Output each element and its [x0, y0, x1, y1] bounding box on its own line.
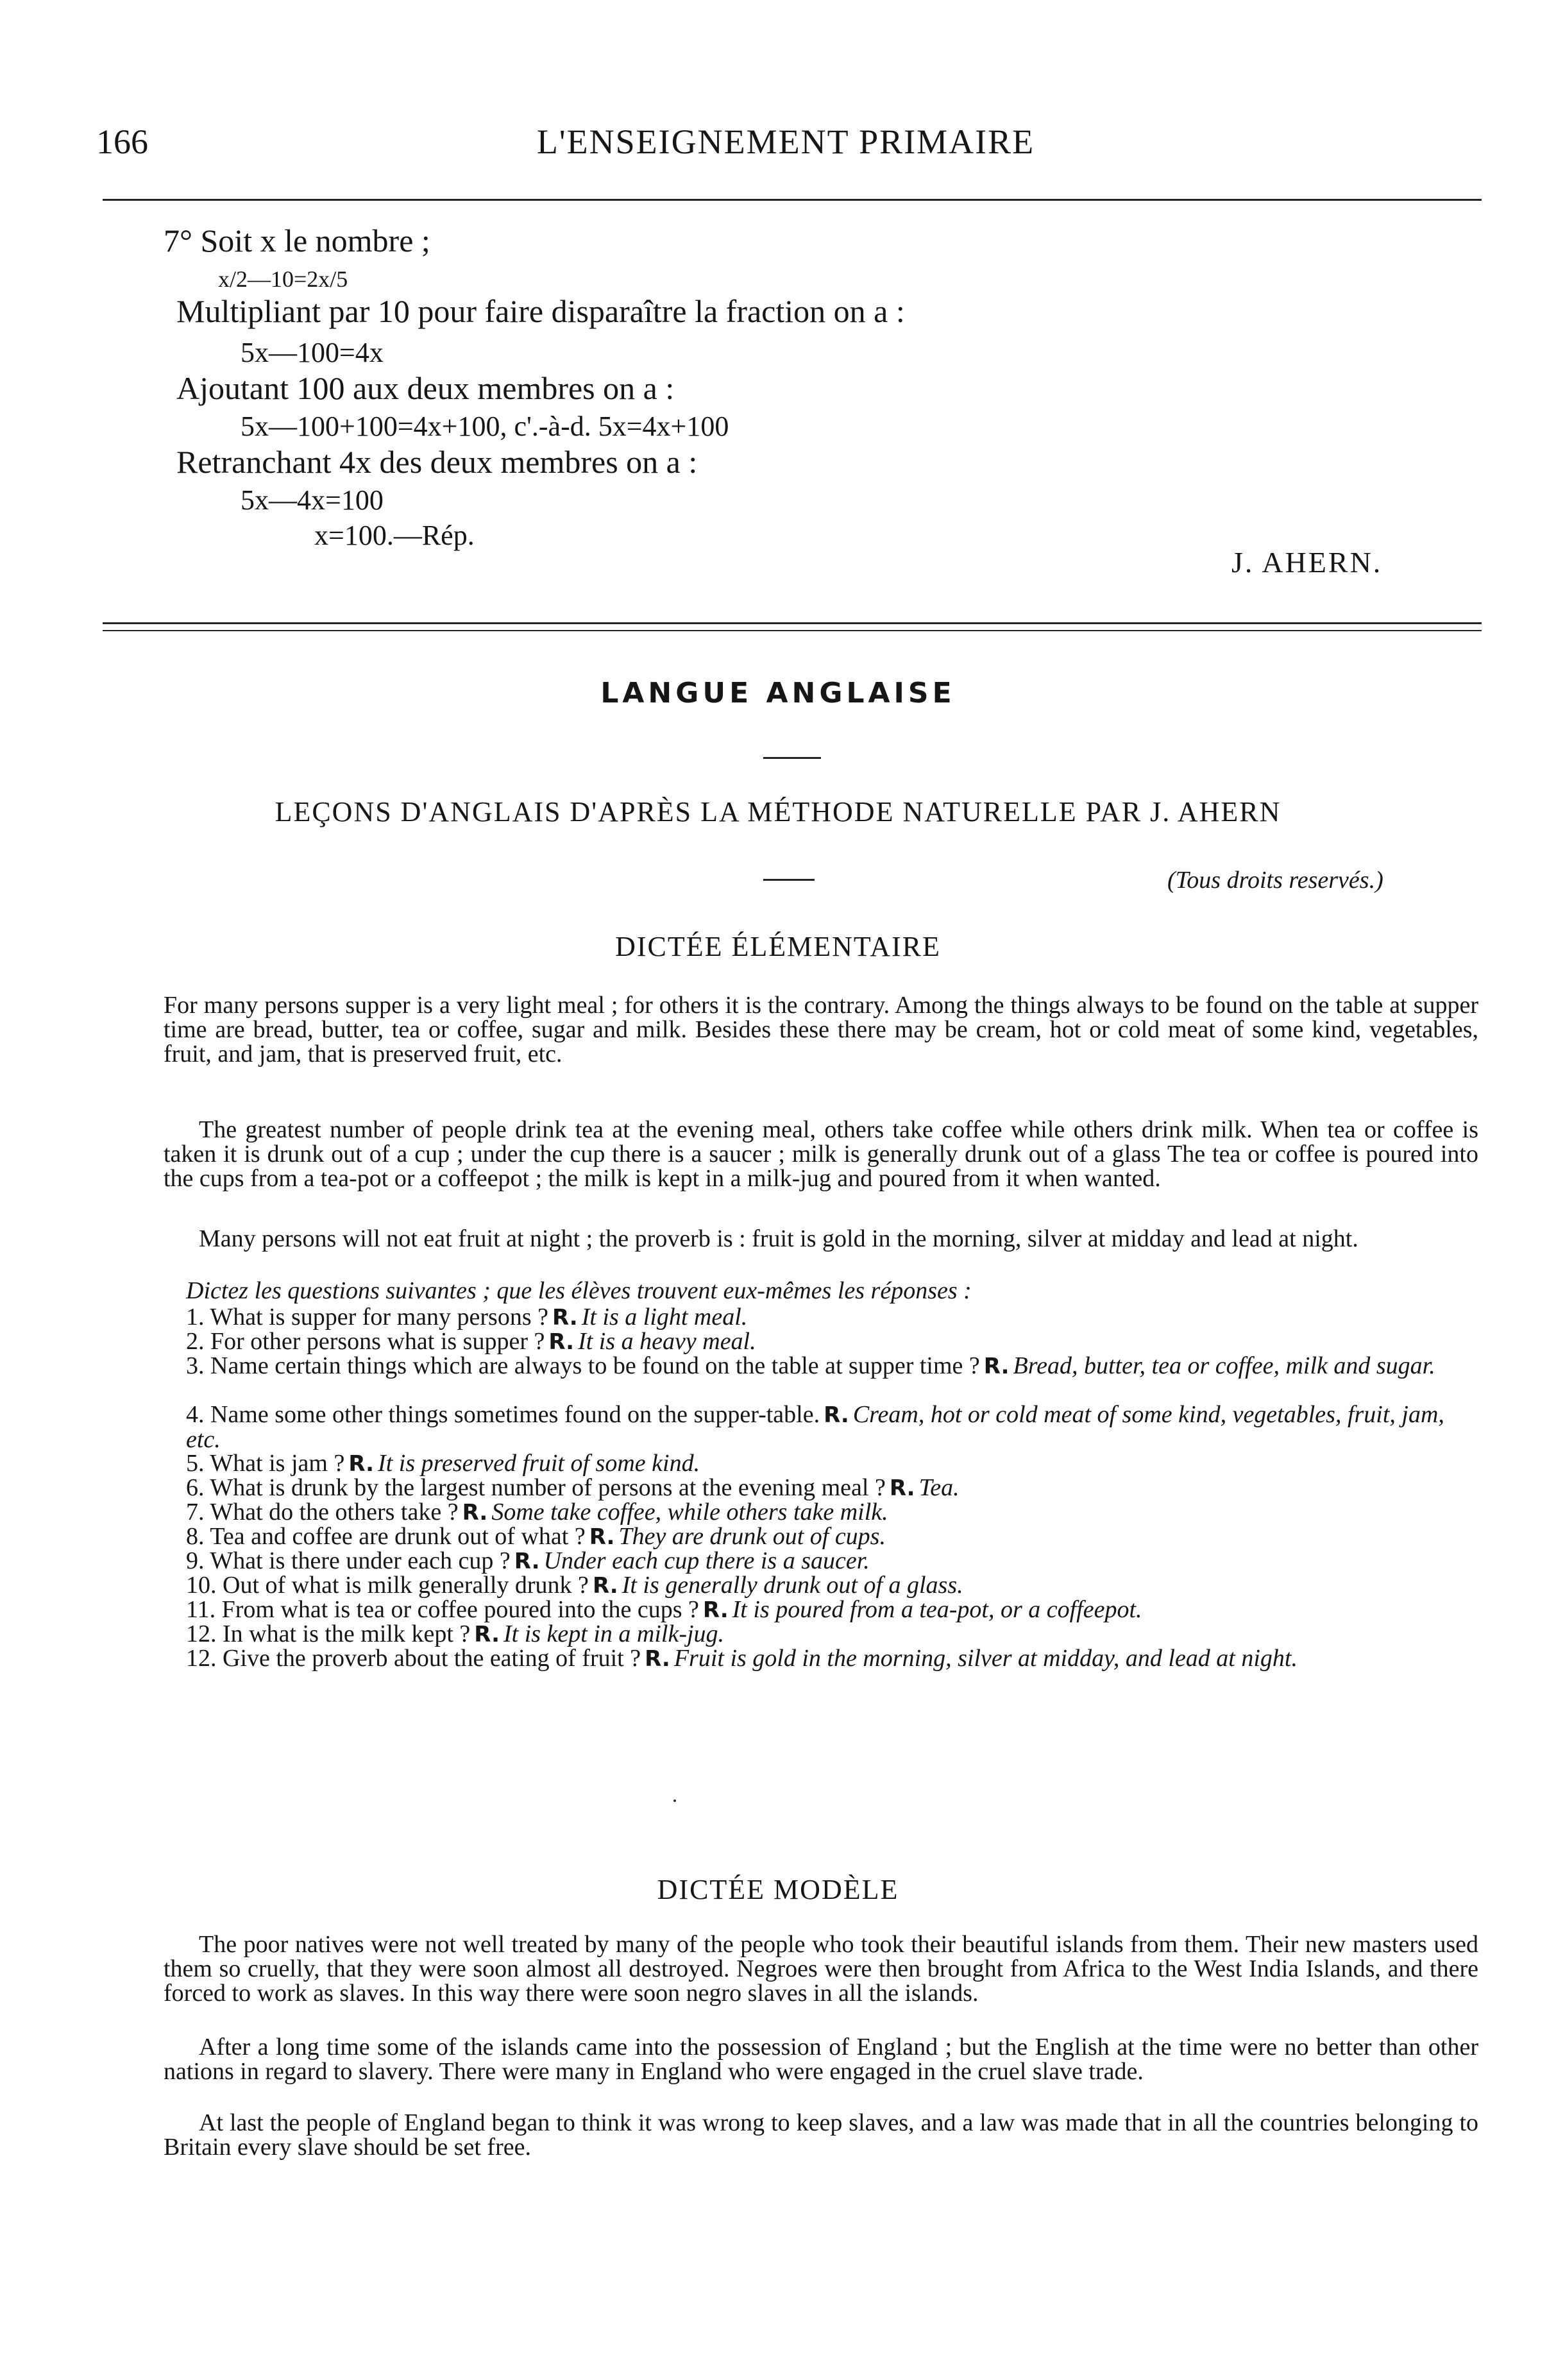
section-rule-top	[103, 622, 1482, 624]
paragraph	[164, 1932, 1478, 2005]
answer-marker: R.	[983, 1354, 1010, 1379]
question-item	[186, 1622, 1478, 1647]
solution-line: x=100.—Rép.	[314, 520, 475, 551]
author-signature: J. AHERN.	[1231, 546, 1383, 579]
answer-text: Bread, butter, tea or coffee, milk and sugar.	[1013, 1352, 1435, 1379]
question-number: 12.	[186, 1620, 217, 1647]
question-item	[186, 1354, 1478, 1379]
paragraph-text: For many persons supper is a very light meal ; for others it is the contrary. Among the things always to be found on the table at supper time are bread, butter, tea or coffee, sugar and milk. Besides these there may be cream, hot or cold meat of some kind, vegetables, fruit, and jam, that is preserved fruit, etc.	[164, 992, 1478, 1067]
solution-line: 5x—100+100=4x+100, c'.-à-d. 5x=4x+100	[241, 411, 729, 442]
question-number: 12.	[186, 1645, 217, 1672]
answer-marker: R.	[548, 1329, 575, 1355]
section-rule-bottom	[103, 630, 1482, 631]
answer-marker: R.	[552, 1305, 578, 1330]
question-item	[186, 1402, 1478, 1452]
separator-dot	[673, 1799, 676, 1802]
question-number: 10.	[186, 1572, 217, 1599]
question-item	[186, 1549, 1478, 1574]
answer-text: It is a light meal.	[581, 1304, 748, 1330]
question-item	[186, 1573, 1478, 1598]
question-text: Give the proverb about the eating of fruit ?	[223, 1645, 641, 1672]
answer-text: It is kept in a milk-jug.	[503, 1620, 725, 1647]
paragraph	[164, 2035, 1478, 2084]
question-text: Tea and coffee are drunk out of what ?	[210, 1523, 586, 1550]
paragraph-text: The poor natives were not well treated by many of the people who took their beautiful islands from them. Their new masters used them so cruelly, that they were soon almost all destroyed. Negroes were then brought from Africa to the West India Islands, and there forced to work as slaves. In this way there were soon negro slaves in all the islands.	[164, 1931, 1478, 2007]
solution-line: 7° Soit x le nombre ;	[164, 223, 430, 259]
answer-text: It is preserved fruit of some kind.	[378, 1450, 700, 1477]
question-number: 1.	[186, 1304, 205, 1330]
answer-marker: R.	[462, 1500, 488, 1526]
answer-text: Under each cup there is a saucer.	[543, 1547, 870, 1574]
paragraph-text: At last the people of England began to think it was wrong to keep slaves, and a law was made that in all the countries belonging to Britain every slave should be set free.	[164, 2109, 1478, 2161]
paragraph	[164, 993, 1478, 1066]
title-divider	[763, 757, 821, 759]
question-number: 9.	[186, 1547, 205, 1574]
running-title: L'ENSEIGNEMENT PRIMAIRE	[536, 123, 1035, 161]
answer-text: Some take coffee, while others take milk.	[491, 1499, 888, 1526]
answer-marker: R.	[645, 1646, 670, 1672]
question-text: From what is tea or coffee poured into the cups ?	[221, 1596, 699, 1623]
page-header	[96, 122, 1475, 173]
answer-text: Tea.	[918, 1474, 960, 1501]
answer-text: Fruit is gold in the morning, silver at midday, and lead at night.	[673, 1645, 1298, 1672]
question-text: Name certain things which are always to be found on the table at supper time ?	[210, 1352, 980, 1379]
question-item	[186, 1646, 1478, 1671]
page-number: 166	[96, 123, 148, 161]
question-number: 3.	[186, 1352, 205, 1379]
question-text: Out of what is milk generally drunk ?	[223, 1572, 589, 1599]
paragraph	[164, 1227, 1478, 1251]
lesson-title: LEÇONS D'ANGLAIS D'APRÈS LA MÉTHODE NATURELLE PAR J. AHERN	[275, 796, 1281, 828]
question-item	[186, 1475, 1478, 1500]
paragraph-text: After a long time some of the islands came into the possession of England ; but the English at the time were no better than other nations in regard to slavery. There were many in England who were engaged in the cruel slave trade.	[164, 2034, 1478, 2085]
answer-marker: R.	[592, 1573, 618, 1599]
answer-marker: R.	[514, 1549, 540, 1574]
answer-marker: R.	[889, 1475, 915, 1501]
paragraph	[164, 2111, 1478, 2159]
question-item	[186, 1524, 1478, 1549]
solution-line: x/2—10=2x/5	[218, 266, 348, 292]
solution-line: Retranchant 4x des deux membres on a :	[176, 444, 698, 480]
question-text: In what is the milk kept ?	[223, 1620, 471, 1647]
paragraph	[164, 1118, 1478, 1191]
question-text: What is supper for many persons ?	[210, 1304, 548, 1330]
question-item	[186, 1305, 1478, 1330]
question-number: 8.	[186, 1523, 205, 1550]
section-title: LANGUE ANGLAISE	[600, 677, 956, 710]
answer-text: Cream, hot or cold meat of some kind, vegetables, fruit, jam, etc.	[186, 1401, 1444, 1453]
title-divider	[763, 879, 815, 881]
question-number: 6.	[186, 1474, 205, 1501]
solution-line: Ajoutant 100 aux deux membres on a :	[176, 370, 675, 406]
question-text: What is jam ?	[210, 1450, 345, 1477]
solution-line: 5x—4x=100	[241, 484, 384, 516]
question-item	[186, 1451, 1478, 1476]
question-text: For other persons what is supper ?	[210, 1328, 545, 1355]
answer-marker: R.	[589, 1524, 615, 1550]
question-number: 4.	[186, 1401, 205, 1428]
dictee-elementaire-heading: DICTÉE ÉLÉMENTAIRE	[615, 931, 941, 962]
question-text: Name some other things sometimes found on the supper-table.	[210, 1401, 820, 1428]
answer-marker: R.	[348, 1451, 375, 1477]
header-rule	[103, 199, 1482, 201]
solution-line: Multipliant par 10 pour faire disparaître la fraction on a :	[176, 293, 905, 329]
question-item	[186, 1329, 1478, 1354]
question-text: What is there under each cup ?	[210, 1547, 511, 1574]
question-item	[186, 1500, 1478, 1525]
answer-text: It is generally drunk out of a glass.	[622, 1572, 963, 1599]
answer-text: It is a heavy meal.	[578, 1328, 756, 1355]
question-number: 2.	[186, 1328, 205, 1355]
paragraph-text: Many persons will not eat fruit at night ; the proverb is : fruit is gold in the morning, silver at midday and lead at night.	[199, 1225, 1358, 1252]
answer-marker: R.	[824, 1402, 849, 1428]
question-item	[186, 1597, 1478, 1622]
paragraph-text: The greatest number of people drink tea at the evening meal, others take coffee while others drink milk. When tea or coffee is taken it is drunk out of a cup ; under the cup there is a saucer ; milk is generally drunk out of a glass The tea or coffee is poured into the cups from a tea-pot or a coffeepot ; the milk is kept in a milk-jug and poured from it when wanted.	[164, 1116, 1478, 1192]
question-number: 7.	[186, 1499, 205, 1526]
answer-text: It is poured from a tea-pot, or a coffeepot.	[732, 1596, 1142, 1623]
question-text: What do the others take ?	[210, 1499, 459, 1526]
question-number: 5.	[186, 1450, 205, 1477]
dictation-instruction: Dictez les questions suivantes ; que les élèves trouvent eux-mêmes les réponses :	[186, 1277, 972, 1304]
question-number: 11.	[186, 1596, 216, 1623]
answer-marker: R.	[702, 1597, 729, 1623]
answer-text: They are drunk out of cups.	[618, 1523, 886, 1550]
rights-notice: (Tous droits reservés.)	[1167, 867, 1383, 894]
question-text: What is drunk by the largest number of persons at the evening meal ?	[210, 1474, 886, 1501]
answer-marker: R.	[474, 1622, 500, 1647]
dictee-modele-heading: DICTÉE MODÈLE	[657, 1874, 899, 1905]
solution-line: 5x—100=4x	[241, 337, 384, 368]
